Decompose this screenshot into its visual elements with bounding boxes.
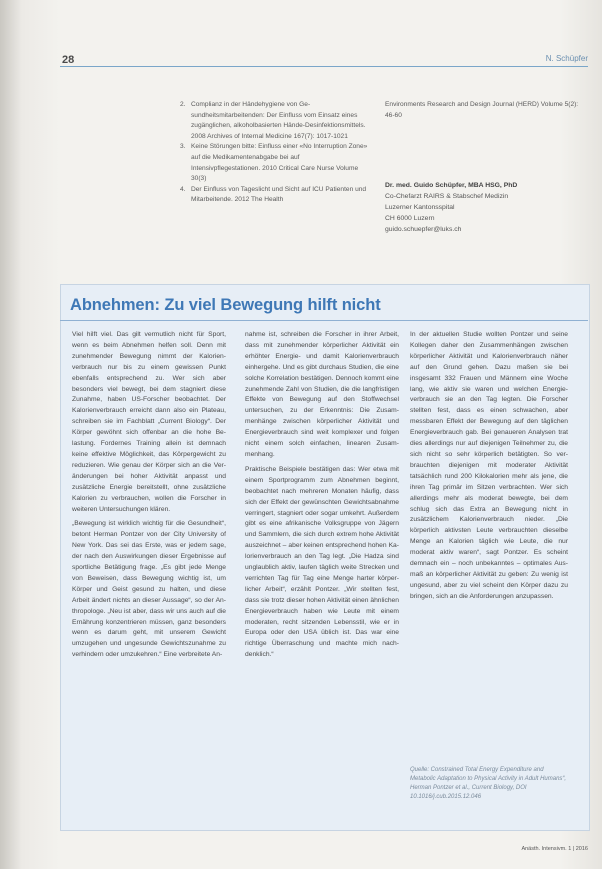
reference-number: 2. bbox=[180, 101, 186, 108]
page-footer: Anästh. Intensivm. 1 | 2016 bbox=[521, 846, 588, 852]
author-city: CH 6000 Luzern bbox=[385, 215, 435, 222]
source-caption: Quelle: Constrained Total Energy Expenditure and Metabolic Adaptation to Physical Activity in Adult Humans“, Herman Pontzer et al., Current Biology, DOI 10.1016/j.cub.2015.12.046 bbox=[410, 767, 567, 800]
paragraph: Praktische Beispiele bestätigen das: Wer etwa mit einem Sportprogramm zum Abnehmen beginnt, beobachtet nach mehreren Monaten häufig, dass sich der Effekt der gewünschten Gewichtsabnahme verringert, stagniert oder sogar umkehrt. Außerdem gibt es eine afrikanische Volksgruppe von Jägern und Sammlern, die sich durch extrem hohe Aktivität auszeichnet – aber keinen entsprechend hohen Kalorienverbrauch an den Tag legt. „Die Hadza sind unglaublich aktiv, laufen täglich weite Strecken und verrichten Tag für Tag eine Menge harter körperlicher Arbeit“, erzählt Pontzer. „Wir stellten fest, dass sie trotz dieser hohen Aktivität einen ähnlichen Energieverbrauch haben wie Leute mit einem moderaten, recht sitzenden Lebensstil, wie er in Europa oder den USA üblich ist. Das war eine richtige Überraschung und machte mich nachdenklich.“ bbox=[245, 465, 399, 659]
running-head: N. Schüpfer bbox=[545, 54, 588, 63]
article-column-2 bbox=[245, 330, 399, 665]
reference-item bbox=[180, 185, 368, 206]
reference-item bbox=[180, 142, 368, 184]
article-column-3 bbox=[410, 330, 568, 607]
header-rule bbox=[60, 54, 588, 67]
page-number: 28 bbox=[62, 54, 75, 66]
reference-text: Complianz in der Händehygiene von Gesundheitsmitarbeitenden: Der Einfluss vom Einsatz eines zugänglichen, alkoholbasierten Hände-Desinfektionsmittels. 2008 Archives of Internal Medicine 167(7): 1017-1021 bbox=[191, 101, 366, 140]
paragraph: In der aktuellen Studie wollten Pontzer und seine Kollegen daher den Zusammenhängen zwischen körperlicher Aktivität und Kalorienverbrauch näher auf den Grund gehen. Dazu maßen sie bei insgesamt 332 Frauen und Männern eine Woche lang, wie aktiv sie waren und welchen Energieverbrauch sie an den Tag legten. Die Forscher stellten fest, dass es einen schwachen, aber messbaren Effekt der Bewegung auf den täglichen Energieverbrauch gab. Bei genaueren Analysen trat dies allerdings nur auf diejenigen Teilnehmer zu, die sich nicht so sehr körperlich betätigten. So verbrauchten diejenigen mit moderater Aktivität tatsächlich rund 200 Kilokalorien mehr als jene, die ihren Tag primär im Sitzen verbrachten. Wer sich allerdings mehr als moderat bewegte, bei dem schlug sich das Extra an Bewegung nicht in zusätzlichem Kalorienverbrauch nieder. „Die körperlich aktivsten Leute verbrauchten dieselbe Menge an Kalorien täglich wie Leute, die nur moderat aktiv waren“, sagt Pontzer. Es scheint demnach ein – noch unbekanntes – optimales Ausmaß an körperlicher Aktivität zu geben: Zu wenig ist ungesund, aber zu viel scheint den Körper dazu zu bringen, sich an die Anforderungen anzupassen. bbox=[410, 331, 568, 600]
author-role: Co-Chefarzt RAIRS & Stabschef Medizin bbox=[385, 193, 509, 200]
title-divider bbox=[60, 320, 588, 321]
paragraph: „Bewegung ist wirklich wichtig für die Gesundheit“, betont Herman Pontzer von der City University of New York. Das sei das Erste, was er jedem sage, der nach den Auswirkungen dieser Ergebnisse auf sportliche Betätigung frage. „Es gibt jede Menge von Beweisen, dass Bewegung wichtig ist, um Körper und Geist gesund zu halten, und diese Arbeit ändert nichts an dieser Aussage“, so der Anthropologe. „Neu ist aber, dass wir uns auch auf die Ernährung konzentrieren müssen, ganz besonders wenn es darum geht, mit unserem Gewicht umzugehen und ungesunde Gewichtszunahme zu verhindern oder umzukehren.“ Eine verbreitete An- bbox=[72, 520, 226, 659]
reference-text: Keine Störungen bitte: Einfluss einer «No Interruption Zone» auf die Medikamentenabgabe bei auf Intensivpflegestationen. 2010 Critical Care Nurse Volume 30(3) bbox=[191, 143, 368, 183]
author-block bbox=[385, 180, 585, 235]
reference-continuation: Environments Research and Design Journal (HERD) Volume 5(2): 46-60 bbox=[385, 101, 579, 119]
author-email[interactable]: guido.schuepfer@luks.ch bbox=[385, 226, 462, 233]
reference-item bbox=[180, 100, 368, 142]
article-title: Abnehmen: Zu viel Bewegung hilft nicht bbox=[70, 296, 381, 314]
article-column-1 bbox=[72, 330, 226, 665]
author-institution: Luzerner Kantonsspital bbox=[385, 204, 455, 211]
reference-number: 3. bbox=[180, 143, 186, 151]
reference-text: Der Einfluss von Tageslicht und Sicht auf ICU Patienten und Mitarbeitende. 2012 The Health bbox=[191, 185, 367, 204]
reference-number: 4. bbox=[180, 185, 186, 193]
paragraph: nahme ist, schreiben die Forscher in ihrer Arbeit, dass mit zunehmender körperlicher Aktivität ein erhöhter Energie- und damit Kalorienverbrauch einhergehe. Und es gibt durchaus Studien, die eine solche Korrelation bestätigen. Dennoch kommt eine zunehmende Zahl von Studien, die die langfristigen Effekte von Bewegung auf den Stoffwechsel untersuchen, zu der Erkenntnis: Die Zusammenhänge zwischen körperlicher Aktivität und Energieverbrauch sind weit komplexer und folgen nicht einem solch einfachen, linearen Zusammenhang. bbox=[245, 331, 399, 458]
paragraph: Viel hilft viel. Das gilt vermutlich nicht für Sport, wenn es beim Abnehmen helfen soll. Denn mit zunehmender Bewegung nimmt der Kalorienverbrauch nur bis zu einem gewissen Punkt ebenfalls entsprechend zu. Wer sich aber besonders viel bewegt, bei dem stagniert diese Zunahme, haben US-Forscher beobachtet. Der Kalorienverbrauch erreicht dann also ein Plateau, schreiben sie im Fachblatt „Current Biology“. Der Körper gewöhnt sich offenbar an die hohe Belastung. Fordernes Training allein ist demnach keine effektive Möglichkeit, das Körpergewicht zu reduzieren. Wie genau der Körper sich an die Veränderungen bei hoher Aktivität anpasst und zusätzliche Energie bereitstellt, ohne zusätzliche Kalorien zu verbrauchen, wollen die Forscher in weiteren Untersuchungen klären. bbox=[72, 331, 226, 513]
reference-list bbox=[180, 100, 368, 206]
author-name: Dr. med. Guido Schüpfer, MBA HSG, PhD bbox=[385, 182, 518, 189]
